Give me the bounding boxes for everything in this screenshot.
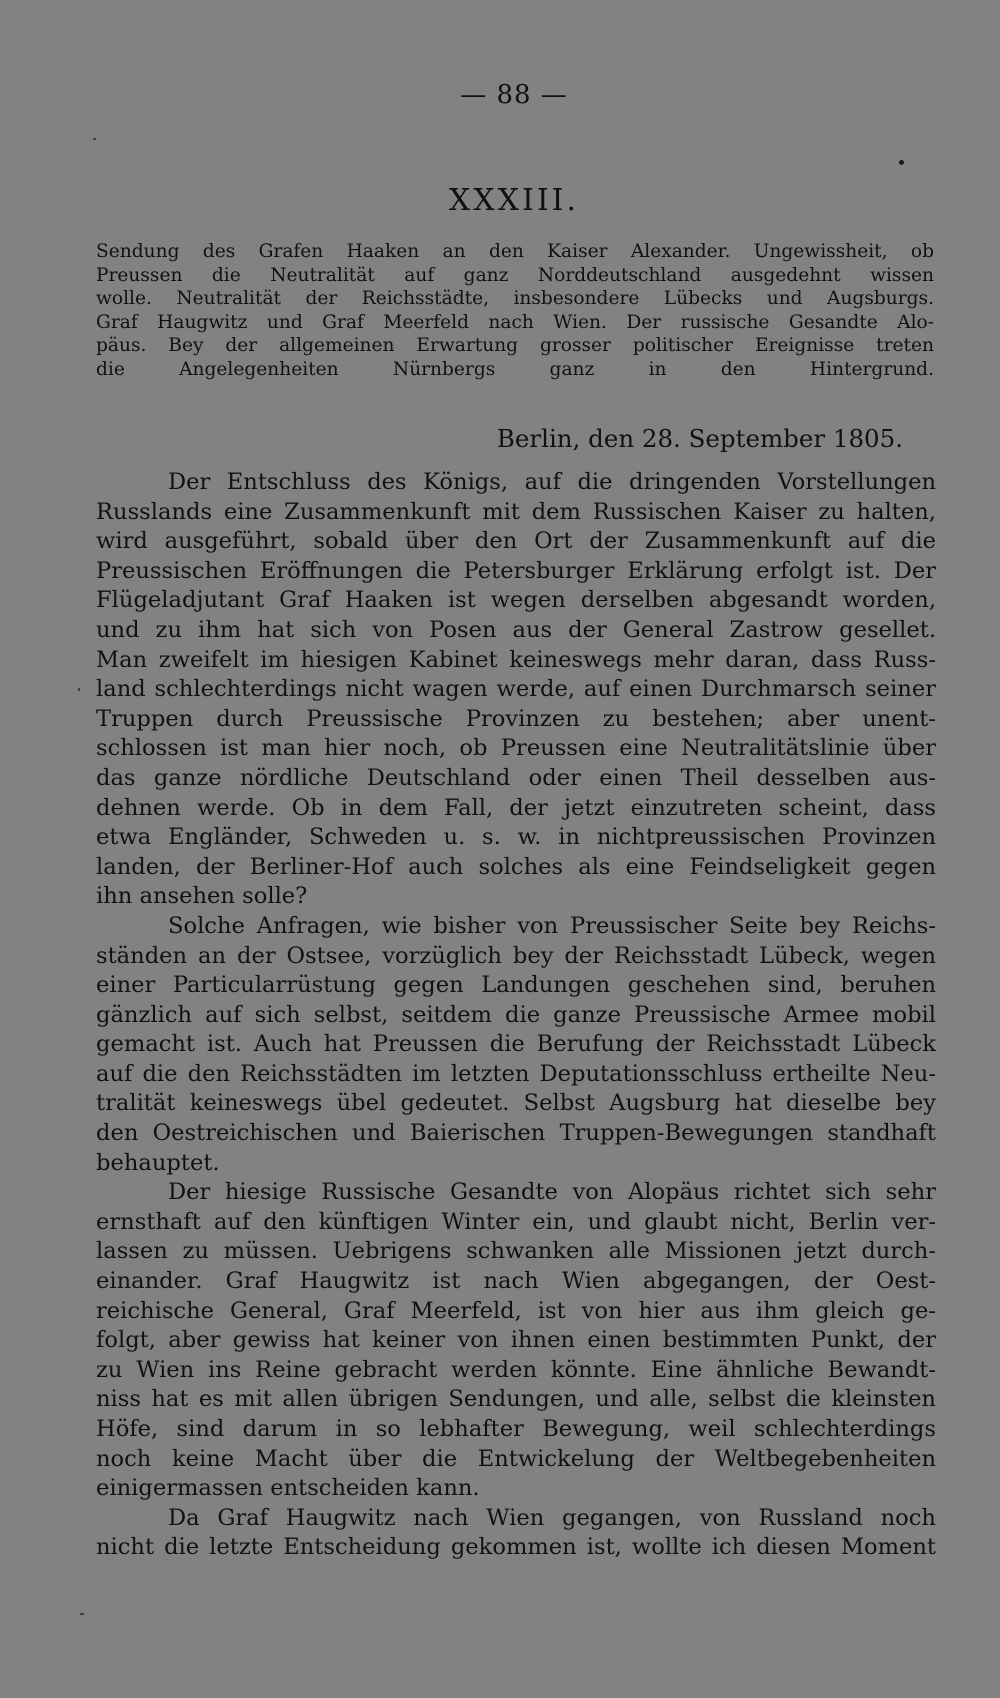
summary-line: päus. Bey der allgemeinen Erwartung grosser politischer Ereignisse treten [96,335,934,356]
body-line: nicht die letzte Entscheidung gekommen ist, wollte ich diesen Moment [96,1534,936,1561]
body-line: Preussischen Eröffnungen die Petersburger Erklärung erfolgt ist. Der [96,557,936,584]
summary-line: Preussen die Neutralität auf ganz Norddeutschland ausgedehnt wissen [96,264,934,286]
body-line: tralität keineswegs übel gedeutet. Selbst Augsburg hat dieselbe bey [96,1090,936,1117]
body-line: zu Wien ins Reine gebracht werden könnte. Eine ähnliche Bewandt- [96,1356,936,1383]
body-line: Russlands eine Zusammenkunft mit dem Russischen Kaiser zu halten, [96,498,936,525]
body-line: folgt, aber gewiss hat keiner von ihnen einen bestimmten Punkt, der [96,1327,936,1354]
body-line: den Oestreichischen und Baierischen Truppen-Bewegungen standhaft [96,1120,936,1147]
summary-line: Graf Haugwitz und Graf Meerfeld nach Wien. Der russische Gesandte Alo- [96,311,934,333]
scan-speck [93,138,96,140]
scan-speck [78,688,80,691]
body-line: Höfe, sind darum in so lebhafter Bewegung, weil schlechterdings [96,1416,936,1442]
body-line: land schlechterdings nicht wagen werde, auf einen Durchmarsch seiner [96,676,936,703]
dateline: Berlin, den 28. September 1805. [496,424,903,453]
body-line: und zu ihm hat sich von Posen aus der General Zastrow gesellet. [96,616,936,643]
body-line: reichische General, Graf Meerfeld, ist von hier aus ihm gleich ge- [96,1297,936,1324]
scan-speck [899,160,904,165]
body-line: Solche Anfragen, wie bisher von Preussischer Seite bey Reichs- [168,912,936,939]
letter-body [96,468,936,1563]
chapter-heading: XXXIII. [448,183,580,218]
chapter-summary [96,240,934,381]
body-line: einigermassen entscheiden kann. [96,1475,480,1502]
body-line: einer Particularrüstung gegen Landungen geschehen sind, beruhen [96,972,936,999]
body-line: behauptet. [96,1149,220,1176]
body-line: ihn ansehen solle? [96,883,308,910]
body-line: wird ausgeführt, sobald über den Ort der Zusammenkunft auf die [96,528,936,555]
page-number: — 88 — [460,80,568,110]
summary-line: Sendung des Grafen Haaken an den Kaiser Alexander. Ungewissheit, ob [96,241,934,262]
body-line: dehnen werde. Ob in dem Fall, der jetzt einzutreten scheint, dass [96,794,936,821]
body-line: auf die den Reichsstädten im letzten Deputationsschluss ertheilte Neu- [96,1060,936,1087]
scan-speck [80,1613,84,1615]
body-line: ständen an der Ostsee, vorzüglich bey der Reichsstadt Lübeck, wegen [96,942,936,969]
body-line: einander. Graf Haugwitz ist nach Wien abgegangen, der Oest- [96,1268,936,1295]
body-line: ernsthaft auf den künftigen Winter ein, und glaubt nicht, Berlin ver- [96,1208,936,1235]
body-line: Da Graf Haugwitz nach Wien gegangen, von Russland noch [168,1504,936,1531]
body-line: Der Entschluss des Königs, auf die dringenden Vorstellungen [168,469,936,495]
body-line: niss hat es mit allen übrigen Sendungen, und alle, selbst die kleinsten [96,1386,936,1413]
body-line: Truppen durch Preussische Provinzen zu bestehen; aber unent- [96,705,936,732]
body-line: landen, der Berliner-Hof auch solches als eine Feindseligkeit gegen [96,853,936,880]
body-line: Man zweifelt im hiesigen Kabinet keineswegs mehr daran, dass Russ- [96,646,936,673]
body-line: schlossen ist man hier noch, ob Preussen eine Neutralitätslinie über [96,735,936,762]
body-line: das ganze nördliche Deutschland oder einen Theil desselben aus- [96,764,936,791]
body-line: gänzlich auf sich selbst, seitdem die ganze Preussische Armee mobil [96,1001,936,1028]
summary-line: die Angelegenheiten Nürnbergs ganz in den Hintergrund. [96,358,934,380]
body-line: Flügeladjutant Graf Haaken ist wegen derselben abgesandt worden, [96,587,936,614]
body-line: lassen zu müssen. Uebrigens schwanken alle Missionen jetzt durch- [96,1238,936,1265]
body-line: gemacht ist. Auch hat Preussen die Berufung der Reichsstadt Lübeck [96,1031,936,1058]
summary-line: wolle. Neutralität der Reichsstädte, insbesondere Lübecks und Augsburgs. [96,288,934,309]
body-line: Der hiesige Russische Gesandte von Alopäus richtet sich sehr [168,1179,936,1206]
body-line: etwa Engländer, Schweden u. s. w. in nichtpreussischen Provinzen [96,824,936,851]
body-line: noch keine Macht über die Entwickelung der Weltbegebenheiten [96,1445,936,1472]
